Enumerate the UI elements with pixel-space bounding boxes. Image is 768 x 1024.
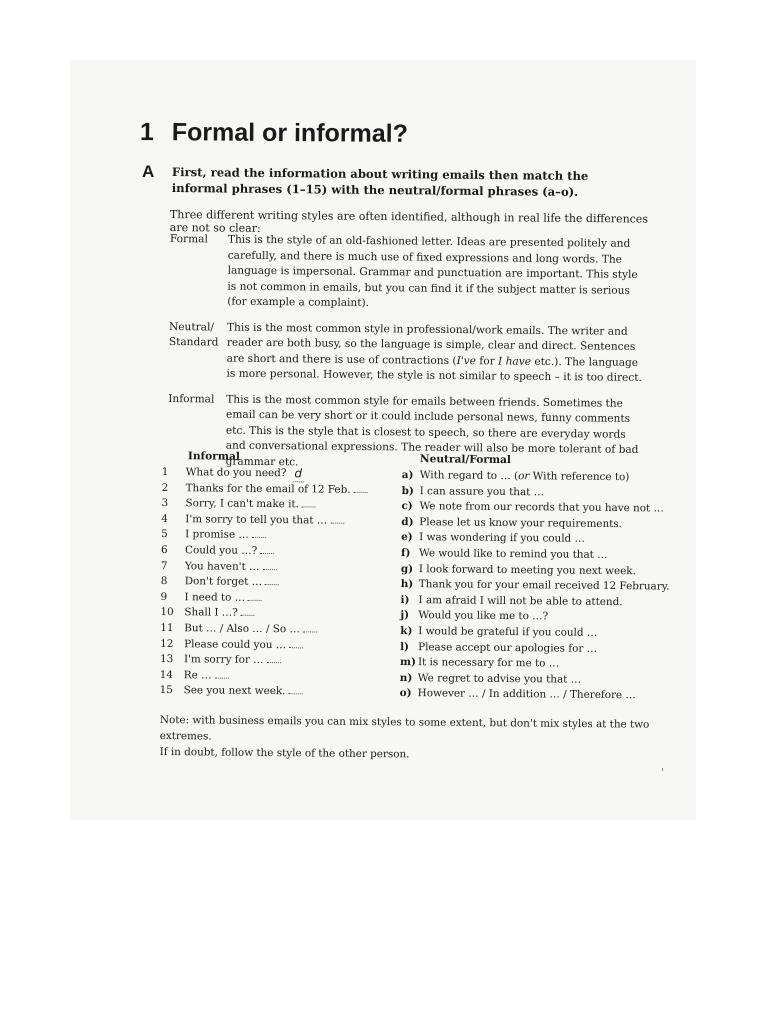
item-letter: n): [399, 671, 413, 684]
informal-list: [160, 465, 392, 701]
formal-list: [400, 468, 672, 704]
informal-phrase: Please could you …: [184, 637, 287, 651]
item-letter: c): [401, 500, 413, 513]
item-number: 2: [161, 481, 169, 494]
formal-phrase: With regard to … (or With reference to): [419, 469, 630, 484]
item-letter: j): [400, 609, 410, 622]
answer-blank[interactable]: [289, 638, 303, 648]
style-description: This is the style of an old-fashioned letter. Ideas are presented politely and carefully, and there is much use of fixed expressions and long words. The language is impersonal. Grammar and punctuation are important. This style is not common in emails, but you can find it if the subject matter is serious (for example a complaint).: [227, 233, 638, 310]
informal-phrase: Shall I …?: [184, 606, 238, 620]
style-description: This is the most common style in professional/work emails. The writer and reader are both busy, so the language is simple, clear and direct. Sentences are short and there is use of contractions (I've for I have etc.). The language is more personal. However, the style is not similar to speech – it is too direct.: [226, 321, 642, 384]
item-letter: g): [400, 562, 414, 575]
style-label: Neutral/ Standard: [168, 320, 219, 349]
writing-styles-list: [167, 232, 650, 484]
item-letter: h): [400, 578, 414, 591]
note: [160, 712, 650, 765]
item-letter: b): [401, 484, 414, 497]
formal-phrase: However … / In addition … / Therefore …: [417, 687, 636, 702]
answer-blank[interactable]: [303, 622, 317, 632]
answer-blank[interactable]: [252, 528, 266, 538]
formal-phrase: Thank you for your email received 12 February.: [418, 578, 670, 593]
unit-title: Formal or informal?: [171, 118, 409, 148]
item-number: 11: [160, 621, 174, 635]
item-number: 3: [161, 497, 169, 510]
informal-phrase: But … / Also … / So …: [184, 622, 300, 636]
formal-phrase: Please let us know your requirements.: [419, 515, 623, 530]
scan-speck: [662, 768, 663, 771]
answer-blank[interactable]: [241, 606, 255, 616]
item-number: 5: [161, 528, 168, 541]
informal-phrase: Thanks for the email of 12 Feb.: [185, 481, 351, 496]
style-formal: [169, 232, 650, 315]
formal-phrase: We note from our records that you have not …: [419, 500, 664, 515]
answer-blank[interactable]: [354, 482, 368, 492]
formal-heading: Neutral/Formal: [419, 453, 512, 467]
informal-phrase: You haven't …: [184, 559, 260, 573]
formal-phrase: I would be grateful if you could …: [418, 625, 598, 639]
answer-blank[interactable]: [330, 513, 344, 523]
formal-phrase: We would like to remind you that …: [418, 547, 608, 561]
item-number: 15: [159, 684, 173, 697]
answer-blank[interactable]: [262, 560, 276, 570]
formal-item: [400, 686, 670, 704]
section-letter: A: [142, 162, 155, 181]
informal-phrase: See you next week.: [183, 684, 286, 698]
formal-phrases-column: [400, 452, 672, 704]
informal-phrase: I need to …: [184, 590, 246, 604]
answer-field[interactable]: d: [292, 466, 304, 482]
item-letter: k): [400, 624, 413, 638]
item-letter: i): [400, 593, 410, 606]
answer-blank[interactable]: [260, 544, 274, 554]
item-number: 6: [160, 543, 168, 557]
formal-phrase: Please accept our apologies for …: [418, 640, 598, 655]
informal-phrase: I'm sorry to tell you that …: [185, 513, 328, 527]
item-number: 1: [161, 465, 169, 479]
item-letter: a): [401, 468, 414, 482]
informal-phrase: Re …: [183, 668, 212, 682]
formal-phrase: I look forward to meeting you next week.: [418, 562, 636, 577]
item-letter: d): [401, 515, 414, 528]
informal-phrases-column: [160, 449, 392, 701]
item-number: 14: [159, 668, 174, 681]
answer-blank[interactable]: [265, 575, 279, 585]
formal-phrase: I am afraid I will not be able to attend.: [418, 593, 623, 608]
item-letter: m): [399, 656, 416, 669]
item-number: 13: [159, 653, 174, 666]
informal-phrase: I promise …: [185, 528, 249, 542]
item-number: 4: [161, 512, 169, 525]
formal-phrase: We regret to advise you that …: [417, 671, 582, 686]
informal-phrase: What do you need?: [185, 466, 287, 480]
informal-phrase: Don't forget …: [184, 575, 263, 589]
formal-phrase: I was wondering if you could …: [419, 531, 585, 546]
item-letter: f): [400, 546, 411, 560]
item-letter: e): [401, 531, 413, 544]
informal-phrase: I'm sorry for …: [183, 653, 264, 667]
answer-blank[interactable]: [288, 685, 302, 695]
formal-phrase: I can assure you that …: [419, 484, 545, 498]
note-line: Note: with business emails you can mix styles to some extent, but don't mix styles at the two extremes.: [159, 713, 650, 743]
style-description: This is the most common style for emails between friends. Sometimes the email can be very short or it could include personal news, funny comments etc. This is the style that is closest to speech, so there are everyday words and conversational expressions. The reader will also be more tolerant of bad grammar etc.: [225, 393, 639, 468]
unit-heading: [140, 118, 408, 149]
style-label: Formal: [169, 232, 208, 246]
exercise-instruction: First, read the information about writing emails then match the informal phrases (1–15) with the neutral/formal phrases (a–o).: [171, 164, 589, 199]
answer-blank[interactable]: [248, 591, 262, 601]
formal-phrase: Would you like me to …?: [418, 609, 549, 623]
item-number: 12: [160, 637, 174, 650]
item-letter: l): [400, 640, 410, 653]
informal-phrase: Sorry, I can't make it.: [185, 497, 299, 511]
item-number: 7: [160, 559, 168, 572]
informal-item: [160, 683, 390, 701]
item-number: 9: [160, 590, 168, 603]
answer-blank[interactable]: [267, 653, 281, 663]
answer-blank[interactable]: [302, 498, 316, 508]
intro-text: Three different writing styles are often identified, although in real life the differences are not so clear:: [169, 208, 649, 235]
note-line: If in doubt, follow the style of the other person.: [159, 745, 410, 761]
item-number: 10: [160, 606, 174, 619]
informal-phrase: Could you …?: [184, 544, 258, 557]
formal-phrase: It is necessary for me to …: [417, 656, 560, 670]
answer-blank[interactable]: [214, 668, 228, 678]
item-number: 8: [160, 575, 168, 588]
informal-heading: Informal: [187, 450, 240, 463]
item-letter: o): [399, 687, 412, 700]
style-label: Informal: [168, 392, 215, 405]
style-neutral: [168, 319, 649, 386]
unit-number: 1: [139, 118, 154, 147]
